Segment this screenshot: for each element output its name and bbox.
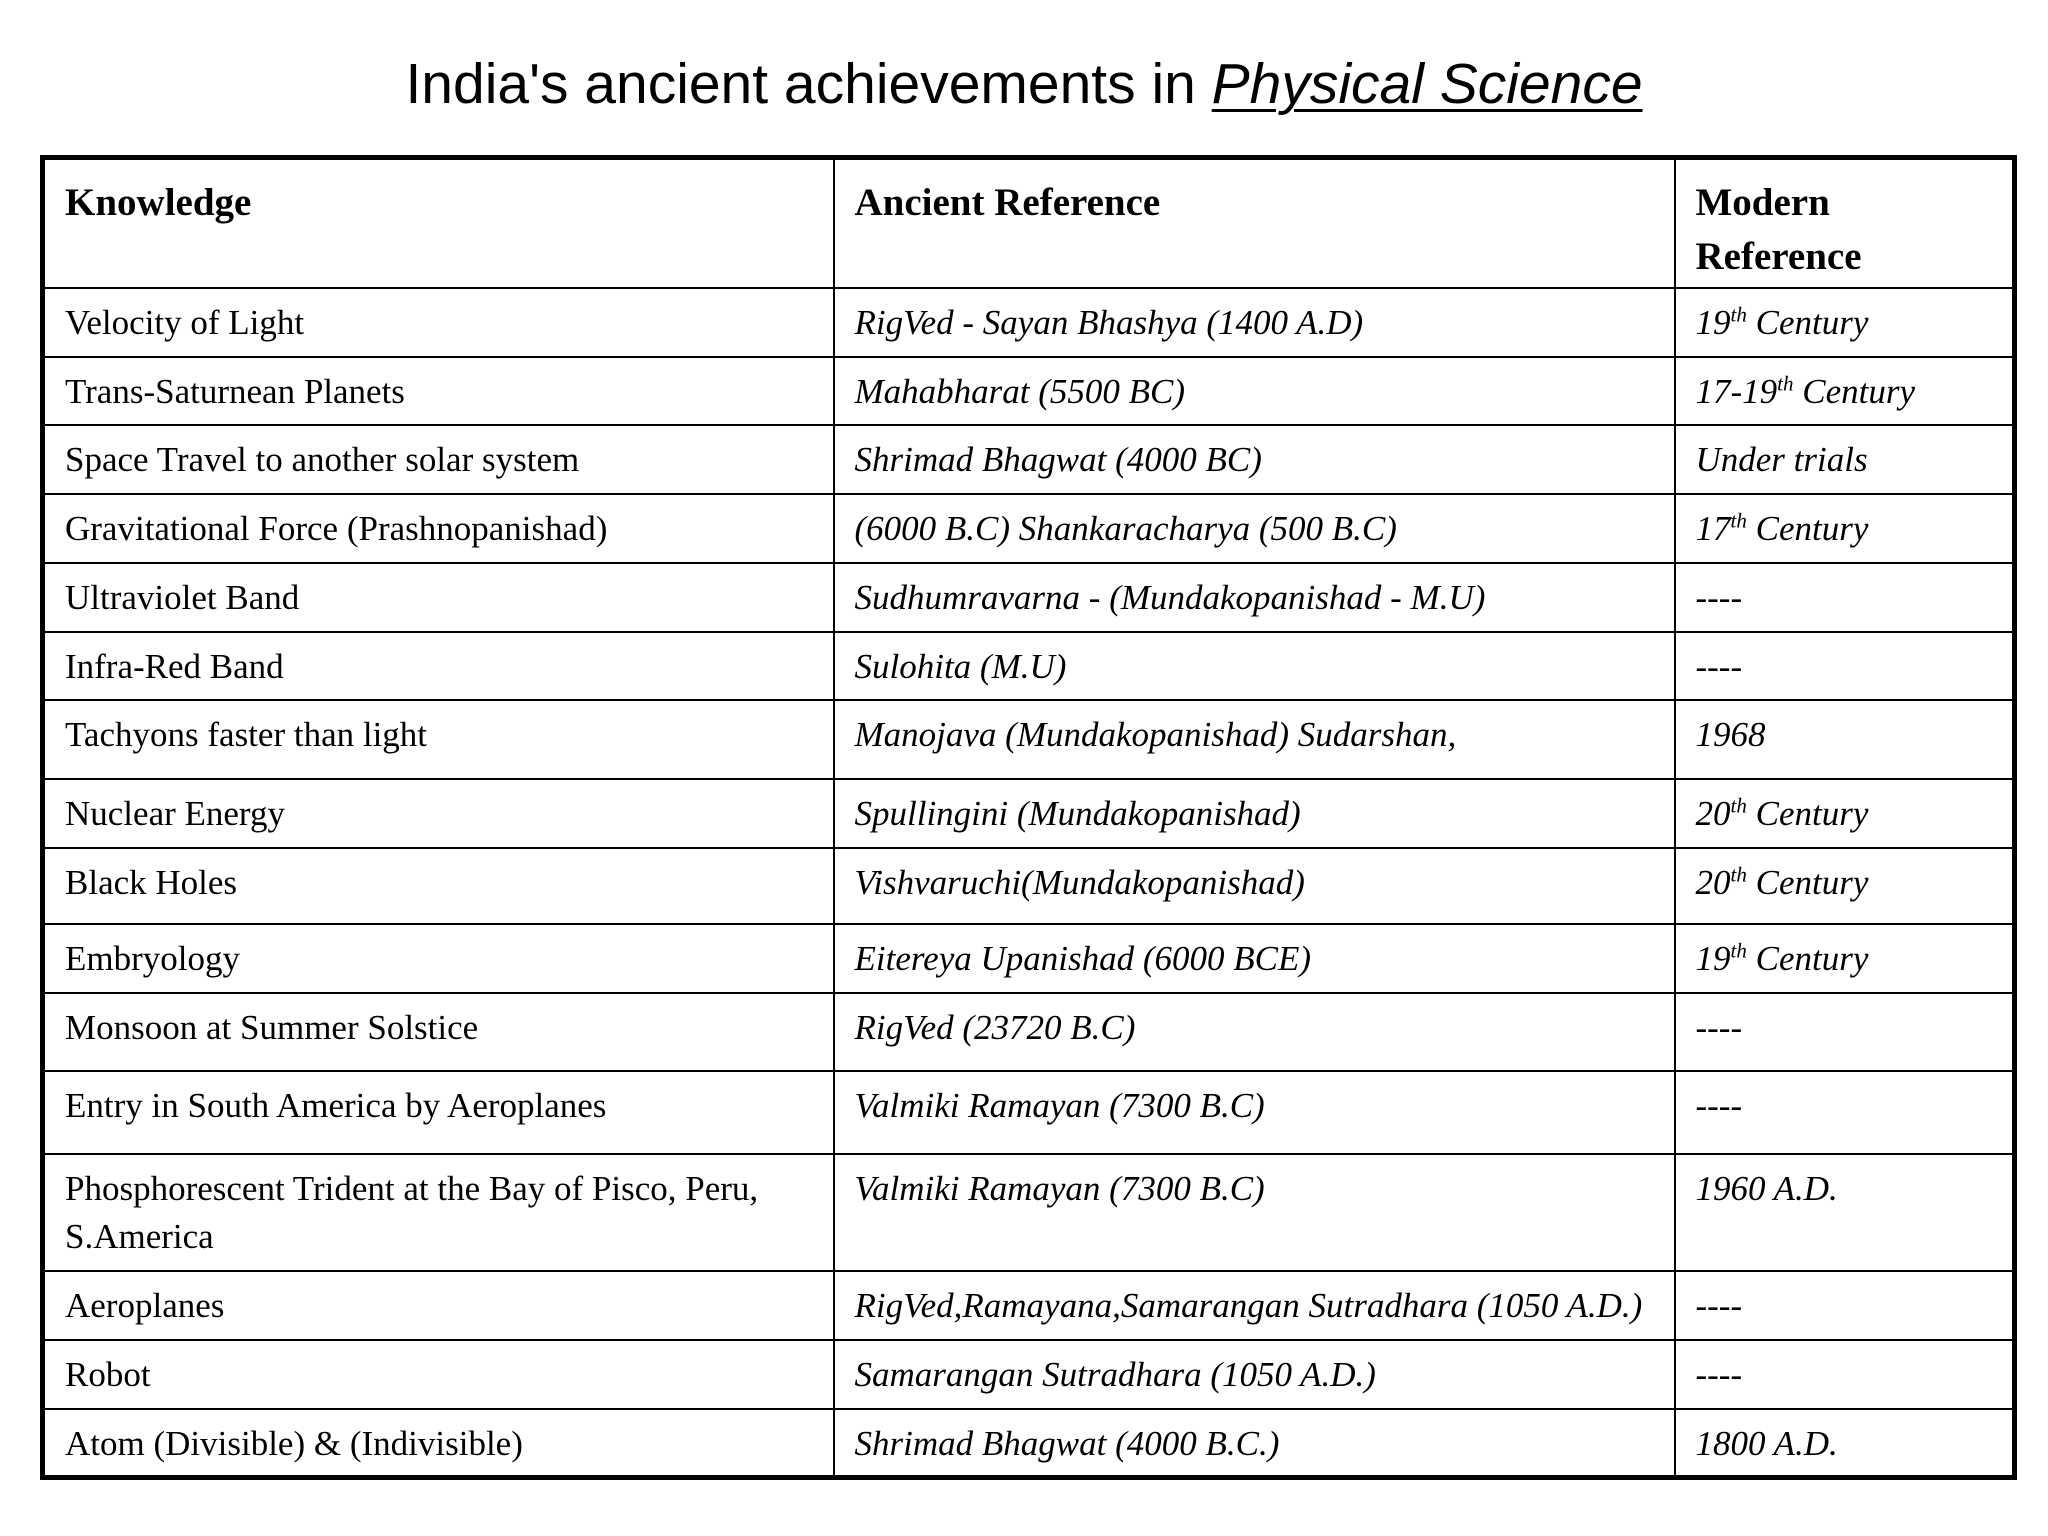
title-emphasis: Physical Science — [1211, 52, 1643, 116]
cell-knowledge: Embryology — [43, 924, 834, 993]
cell-ancient-reference: Valmiki Ramayan (7300 B.C) — [834, 1154, 1675, 1271]
table-row — [43, 288, 2015, 357]
cell-ancient-reference: Spullingini (Mundakopanishad) — [834, 779, 1675, 848]
table-row — [43, 1409, 2015, 1478]
cell-knowledge: Robot — [43, 1340, 834, 1409]
cell-knowledge: Atom (Divisible) & (Indivisible) — [43, 1409, 834, 1478]
cell-ancient-reference: Sulohita (M.U) — [834, 632, 1675, 700]
cell-modern-reference: 19th Century — [1675, 924, 2015, 993]
cell-modern-reference: 1960 A.D. — [1675, 1154, 2015, 1271]
cell-ancient-reference: RigVed - Sayan Bhashya (1400 A.D) — [834, 288, 1675, 357]
cell-modern-reference: 1968 — [1675, 700, 2015, 779]
cell-modern-reference: Under trials — [1675, 425, 2015, 494]
header-ancient-reference: Ancient Reference — [834, 158, 1675, 288]
cell-ancient-reference: Sudhumravarna - (Mundakopanishad - M.U) — [834, 563, 1675, 632]
table-row — [43, 425, 2015, 494]
table-row — [43, 563, 2015, 632]
cell-knowledge: Space Travel to another solar system — [43, 425, 834, 494]
cell-ancient-reference: Manojava (Mundakopanishad) Sudarshan, — [834, 700, 1675, 779]
cell-ancient-reference: RigVed (23720 B.C) — [834, 993, 1675, 1071]
cell-modern-reference: 1800 A.D. — [1675, 1409, 2015, 1478]
cell-modern-reference: 17th Century — [1675, 494, 2015, 563]
cell-modern-reference: 19th Century — [1675, 288, 2015, 357]
header-row — [43, 158, 2015, 288]
cell-ancient-reference: (6000 B.C) Shankaracharya (500 B.C) — [834, 494, 1675, 563]
cell-ancient-reference: Mahabharat (5500 BC) — [834, 357, 1675, 425]
table-row — [43, 993, 2015, 1071]
table-row — [43, 494, 2015, 563]
cell-ancient-reference: Shrimad Bhagwat (4000 BC) — [834, 425, 1675, 494]
table-row — [43, 700, 2015, 779]
cell-ancient-reference: RigVed,Ramayana,Samarangan Sutradhara (1050 A.D.) — [834, 1271, 1675, 1340]
table-row — [43, 779, 2015, 848]
page-title — [0, 44, 2048, 124]
cell-modern-reference: 17-19th Century — [1675, 357, 2015, 425]
cell-modern-reference: 20th Century — [1675, 848, 2015, 924]
cell-ancient-reference: Valmiki Ramayan (7300 B.C) — [834, 1071, 1675, 1154]
table-row — [43, 1154, 2015, 1271]
table-row — [43, 848, 2015, 924]
table-row — [43, 1071, 2015, 1154]
cell-knowledge: Velocity of Light — [43, 288, 834, 357]
cell-modern-reference: ---- — [1675, 993, 2015, 1071]
cell-knowledge: Black Holes — [43, 848, 834, 924]
cell-modern-reference: ---- — [1675, 1071, 2015, 1154]
cell-ancient-reference: Eitereya Upanishad (6000 BCE) — [834, 924, 1675, 993]
header-modern-reference: Modern Reference — [1675, 158, 2015, 288]
cell-knowledge: Phosphorescent Trident at the Bay of Pisco, Peru, S.America — [43, 1154, 834, 1271]
cell-ancient-reference: Samarangan Sutradhara (1050 A.D.) — [834, 1340, 1675, 1409]
cell-modern-reference: ---- — [1675, 1340, 2015, 1409]
title-prefix: India's ancient achievements in — [405, 52, 1212, 116]
cell-modern-reference: ---- — [1675, 1271, 2015, 1340]
header-knowledge: Knowledge — [43, 158, 834, 288]
cell-knowledge: Trans-Saturnean Planets — [43, 357, 834, 425]
cell-knowledge: Entry in South America by Aeroplanes — [43, 1071, 834, 1154]
achievements-table — [40, 155, 2017, 1480]
cell-knowledge: Aeroplanes — [43, 1271, 834, 1340]
table-row — [43, 357, 2015, 425]
cell-knowledge: Ultraviolet Band — [43, 563, 834, 632]
table-row — [43, 924, 2015, 993]
cell-ancient-reference: Shrimad Bhagwat (4000 B.C.) — [834, 1409, 1675, 1478]
table-row — [43, 632, 2015, 700]
cell-knowledge: Infra-Red Band — [43, 632, 834, 700]
cell-modern-reference: 20th Century — [1675, 779, 2015, 848]
cell-modern-reference: ---- — [1675, 632, 2015, 700]
cell-knowledge: Monsoon at Summer Solstice — [43, 993, 834, 1071]
cell-knowledge: Tachyons faster than light — [43, 700, 834, 779]
table-row — [43, 1340, 2015, 1409]
cell-ancient-reference: Vishvaruchi(Mundakopanishad) — [834, 848, 1675, 924]
cell-modern-reference: ---- — [1675, 563, 2015, 632]
table-row — [43, 1271, 2015, 1340]
cell-knowledge: Nuclear Energy — [43, 779, 834, 848]
cell-knowledge: Gravitational Force (Prashnopanishad) — [43, 494, 834, 563]
